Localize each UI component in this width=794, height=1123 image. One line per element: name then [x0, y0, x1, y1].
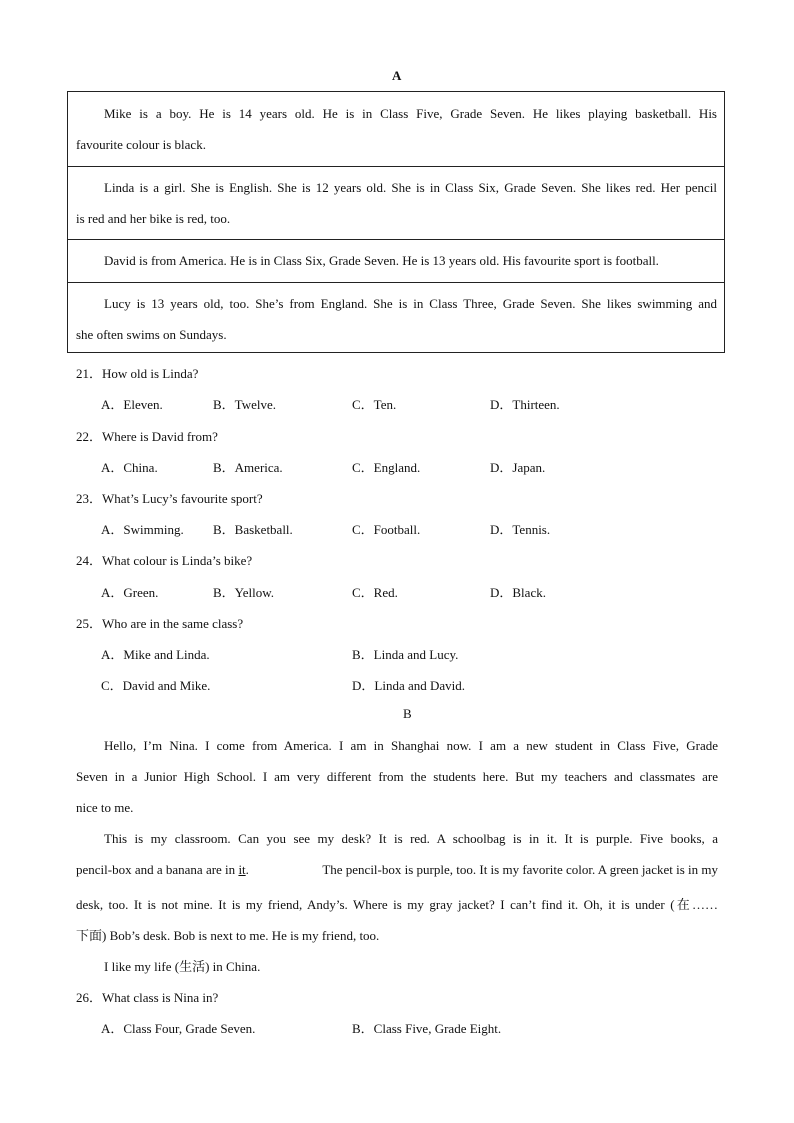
passage-line: is red and her bike is red, too.: [76, 211, 231, 226]
question-23: 23．What’s Lucy’s favourite sport?: [76, 491, 263, 506]
passage-line: she often swims on Sundays.: [76, 327, 227, 342]
passage-line: Lucy is 13 years old, too. She’s from England. She is in Class Three, Grade Seven. She likes swimming and: [104, 296, 717, 311]
option-21-a[interactable]: A．Eleven.: [101, 397, 163, 412]
option-26-b[interactable]: B．Class Five, Grade Eight.: [352, 1021, 502, 1036]
passage-b-line: This is my classroom. Can you see my desk? It is red. A schoolbag is in it. It is purple. Five books, a: [104, 831, 718, 846]
option-25-a[interactable]: A．Mike and Linda.: [101, 647, 210, 662]
passage-b-line: Hello, I’m Nina. I come from America. I am in Shanghai now. I am a new student in Class Five, Grade: [104, 738, 718, 753]
option-23-b[interactable]: B．Basketball.: [213, 522, 293, 537]
question-22: 22．Where is David from?: [76, 429, 218, 444]
passage-b-dot: .: [245, 862, 249, 877]
option-22-c[interactable]: C．England.: [352, 460, 421, 475]
option-25-d[interactable]: D．Linda and David.: [352, 678, 466, 693]
section-b-title: B: [403, 706, 412, 721]
option-23-a[interactable]: A．Swimming.: [101, 522, 184, 537]
option-26-a[interactable]: A．Class Four, Grade Seven.: [101, 1021, 256, 1036]
passage-b-line: Seven in a Junior High School. I am very different from the students here. But my teachers and classmates are: [76, 769, 718, 784]
option-25-c[interactable]: C．David and Mike.: [101, 678, 211, 693]
option-24-c[interactable]: C．Red.: [352, 585, 398, 600]
section-a-title: A: [392, 68, 402, 83]
question-25: 25．Who are in the same class?: [76, 616, 244, 631]
passage-linda: [68, 166, 724, 239]
passage-b-line: [76, 862, 718, 878]
passage-b-line-start: [76, 862, 249, 878]
option-22-d[interactable]: D．Japan.: [490, 460, 546, 475]
option-24-d[interactable]: D．Black.: [490, 585, 546, 600]
passage-mike: [68, 92, 724, 166]
question-21: 21．How old is Linda?: [76, 366, 199, 381]
passage-b-line: desk, too. It is not mine. It is my friend, Andy’s. Where is my gray jacket? I can’t find it. Oh, it is under (在……: [76, 897, 718, 912]
option-25-b[interactable]: B．Linda and Lucy.: [352, 647, 459, 662]
option-23-d[interactable]: D．Tennis.: [490, 522, 551, 537]
option-21-c[interactable]: C．Ten.: [352, 397, 397, 412]
passage-table: [67, 91, 725, 353]
option-21-b[interactable]: B．Twelve.: [213, 397, 276, 412]
passage-line: Linda is a girl. She is English. She is 12 years old. She is in Class Six, Grade Seven. She likes red. Her pencil: [104, 180, 717, 195]
passage-b-line: nice to me.: [76, 800, 134, 815]
passage-lucy: [68, 282, 724, 354]
passage-line: favourite colour is black.: [76, 137, 206, 152]
question-24: 24．What colour is Linda’s bike?: [76, 553, 253, 568]
option-22-a[interactable]: A．China.: [101, 460, 158, 475]
option-24-a[interactable]: A．Green.: [101, 585, 159, 600]
passage-line: Mike is a boy. He is 14 years old. He is in Class Five, Grade Seven. He likes playing basketball. His: [104, 106, 717, 121]
passage-david: [68, 239, 724, 282]
option-24-b[interactable]: B．Yellow.: [213, 585, 275, 600]
option-22-b[interactable]: B．America.: [213, 460, 283, 475]
option-23-c[interactable]: C．Football.: [352, 522, 421, 537]
passage-line: David is from America. He is in Class Six, Grade Seven. He is 13 years old. His favourite sport is football.: [104, 253, 659, 268]
passage-b-line: I like my life (生活) in China.: [104, 959, 261, 974]
passage-b-line-rest: The pencil-box is purple, too. It is my favorite color. A green jacket is in my: [322, 862, 718, 877]
passage-b-text: pencil-box and a banana are in: [76, 862, 239, 877]
question-26: 26．What class is Nina in?: [76, 990, 219, 1005]
option-21-d[interactable]: D．Thirteen.: [490, 397, 560, 412]
passage-b-line: 下面) Bob’s desk. Bob is next to me. He is my friend, too.: [76, 928, 380, 943]
underlined-word: it: [238, 862, 246, 877]
